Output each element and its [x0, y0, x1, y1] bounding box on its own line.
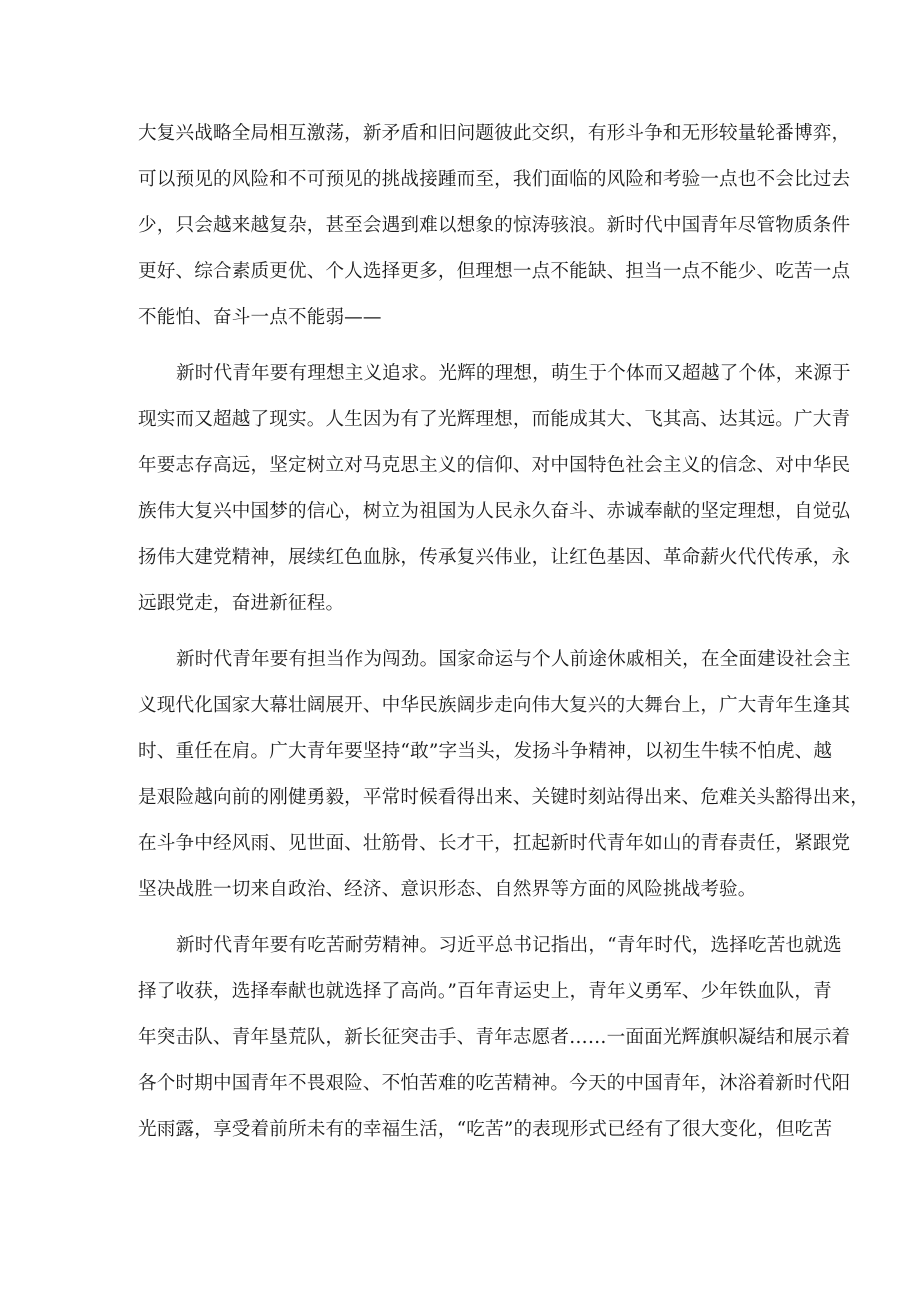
text-line: 在斗争中经风雨、见世面、壮筋骨、长才干，扛起新时代青年如山的青春责任，紧跟党: [138, 833, 851, 854]
text-line: 现实而又超越了现实。人生因为有了光辉理想，而能成其大、飞其高、达其远。广大青: [138, 409, 851, 430]
paragraph-first-line: 新时代青年要有吃苦耐劳精神。习近平总书记指出，“青年时代，选择吃苦也就选: [176, 935, 842, 956]
text-line: 坚决战胜一切来自政治、经济、意识形态、自然界等方面的风险挑战考验。: [138, 879, 757, 900]
text-line: 择了收获，选择奉献也就选择了高尚。”百年青运史上，青年义勇军、少年铁血队，青: [138, 981, 832, 1002]
text-line: 少，只会越来越复杂，甚至会遇到难以想象的惊涛骇浪。新时代中国青年尽管物质条件: [138, 215, 851, 236]
text-line: 族伟大复兴中国梦的信心，树立为祖国为人民永久奋斗、赤诚奉献的坚定理想，自觉弘: [138, 501, 851, 522]
text-line: 是艰险越向前的刚健勇毅，平常时候看得出来、关键时刻站得出来、危难关头豁得出来，: [138, 787, 870, 808]
paragraph-first-line: 新时代青年要有理想主义追求。光辉的理想，萌生于个体而又超越了个体，来源于: [176, 363, 851, 384]
text-line: 不能怕、奋斗一点不能弱——: [138, 307, 382, 328]
text-line: 各个时期中国青年不畏艰险、不怕苦难的吃苦精神。今天的中国青年，沐浴着新时代阳: [138, 1073, 851, 1094]
text-line: 年突击队、青年垦荒队，新长征突击手、青年志愿者……一面面光辉旗帜凝结和展示着: [138, 1027, 851, 1048]
text-line: 年要志存高远，坚定树立对马克思主义的信仰、对中国特色社会主义的信念、对中华民: [138, 455, 851, 476]
text-line: 时、重任在肩。广大青年要坚持“敢”字当头，发扬斗争精神，以初生牛犊不怕虎、越: [138, 741, 833, 762]
paragraph-first-line: 新时代青年要有担当作为闯劲。国家命运与个人前途休戚相关，在全面建设社会主: [176, 649, 851, 670]
text-line: 大复兴战略全局相互激荡，新矛盾和旧问题彼此交织，有形斗争和无形较量轮番博弈，: [138, 123, 851, 144]
text-line: 更好、综合素质更优、个人选择更多，但理想一点不能缺、担当一点不能少、吃苦一点: [138, 261, 851, 282]
text-line: 扬伟大建党精神，展续红色血脉，传承复兴伟业，让红色基因、革命薪火代代传承，永: [138, 547, 851, 568]
text-line: 光雨露，享受着前所未有的幸福生活，“吃苦”的表现形式已经有了很大变化，但吃苦: [138, 1119, 833, 1140]
text-line: 可以预见的风险和不可预见的挑战接踵而至，我们面临的风险和考验一点也不会比过去: [138, 169, 851, 190]
text-line: 义现代化国家大幕壮阔展开、中华民族阔步走向伟大复兴的大舞台上，广大青年生逢其: [138, 695, 851, 716]
text-line: 远跟党走，奋进新征程。: [138, 593, 345, 614]
